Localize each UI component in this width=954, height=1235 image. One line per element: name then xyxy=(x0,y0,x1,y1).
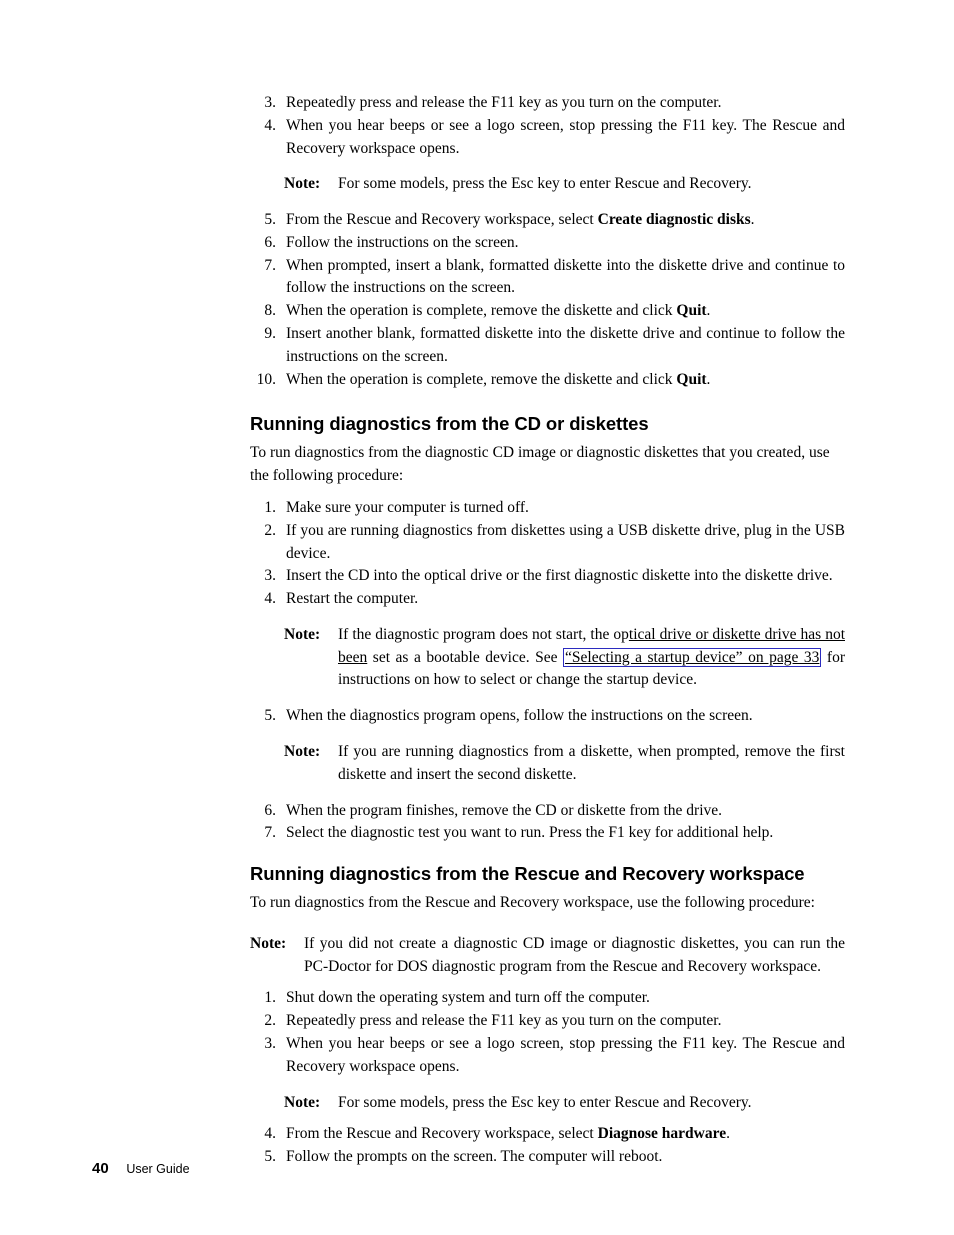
note-label: Note: xyxy=(250,934,287,952)
highlighted-phrase: tical drive or diskette drive has not been xyxy=(338,625,845,666)
spacer xyxy=(250,391,845,413)
note-pc-doctor xyxy=(250,933,845,979)
section-heading-cd: Running diagnostics from the CD or diskettes xyxy=(250,413,649,435)
text-pre: From the Rescue and Recovery workspace, select xyxy=(286,1125,598,1143)
spacer xyxy=(250,915,845,933)
list-item-number: 4. xyxy=(264,590,276,608)
list-item-text: When you hear beeps or see a logo screen, stop pressing the F11 key. The Rescue and Recovery workspace opens. xyxy=(286,1035,845,1075)
list-item xyxy=(250,800,845,823)
list-item xyxy=(250,1146,845,1169)
list-item-number: 3. xyxy=(264,567,276,585)
note-label: Note: xyxy=(284,1093,321,1111)
list-item-text: Follow the prompts on the screen. The computer will reboot. xyxy=(286,1148,663,1166)
list-item xyxy=(250,115,845,161)
list-item-number: 5. xyxy=(264,1148,276,1166)
note-startup-device xyxy=(284,624,845,692)
list-item-text: Insert another blank, formatted diskette into the diskette drive and continue to follow the instructions on the screen. xyxy=(286,325,845,365)
note-esc-key xyxy=(284,173,845,196)
list-item xyxy=(250,323,845,369)
page-footer xyxy=(92,1160,190,1177)
text-post: . xyxy=(706,370,711,388)
bold-term: Create diagnostic disks xyxy=(597,211,751,229)
list-item-text: When prompted, insert a blank, formatted diskette into the diskette drive and continue to follow the instructions on the screen. xyxy=(286,256,845,297)
spacer xyxy=(250,845,845,863)
list-item-text xyxy=(286,209,845,232)
note-text xyxy=(338,624,845,692)
list-item xyxy=(250,255,845,301)
list-item-text: Insert the CD into the optical drive or the first diagnostic diskette into the diskette drive. xyxy=(286,567,833,585)
text-post: . xyxy=(750,211,755,229)
list-item xyxy=(250,300,845,323)
bold-term: Quit xyxy=(676,370,707,388)
rescue-recovery-procedure-list xyxy=(250,987,845,1078)
spacer xyxy=(250,435,845,442)
bold-term: Diagnose hardware xyxy=(597,1125,727,1143)
list-item-number: 8. xyxy=(264,302,276,320)
page-number: 40 xyxy=(92,1160,109,1177)
list-item xyxy=(250,1010,845,1033)
note-text: If you did not create a diagnostic CD image or diagnostic diskettes, you can run the PC-Doctor for DOS diagnostic program from the Rescue and Recovery workspace. xyxy=(304,934,845,975)
list-item-number: 7. xyxy=(264,824,276,842)
list-item-text: Repeatedly press and release the F11 key as you turn on the computer. xyxy=(286,94,722,111)
list-item xyxy=(250,497,845,520)
list-item-number: 6. xyxy=(264,233,276,251)
list-item-number: 2. xyxy=(264,521,276,539)
list-item-number: 2. xyxy=(264,1012,276,1030)
spacer xyxy=(250,611,845,624)
list-item-number: 6. xyxy=(264,801,276,819)
spacer xyxy=(250,1114,845,1123)
list-item-text: Make sure your computer is turned off. xyxy=(286,498,529,516)
spacer xyxy=(250,885,845,892)
section-heading-rescue-recovery: Running diagnostics from the Rescue and Recovery workspace xyxy=(250,863,805,885)
cross-reference-link[interactable]: “Selecting a startup device” on page 33 xyxy=(565,648,820,666)
spacer xyxy=(250,787,845,800)
list-item-text xyxy=(286,369,845,392)
list-item xyxy=(250,92,845,115)
note-esc-key-2 xyxy=(284,1092,845,1115)
list-item-number: 3. xyxy=(264,1035,276,1052)
spacer xyxy=(250,160,845,173)
list-item-number: 4. xyxy=(264,1125,276,1143)
list-item-text: Restart the computer. xyxy=(286,590,419,608)
top-procedure-list xyxy=(250,92,845,391)
note-text: For some models, press the Esc key to enter Rescue and Recovery. xyxy=(338,1093,752,1111)
list-item xyxy=(250,588,845,611)
note-label: Note: xyxy=(284,625,321,643)
note-label: Note: xyxy=(284,742,321,760)
list-item xyxy=(250,705,845,728)
section-intro-cd: To run diagnostics from the diagnostic CD image or diagnostic diskettes that you created, use the following procedure: xyxy=(250,444,830,485)
text-pre: From the Rescue and Recovery workspace, select xyxy=(286,211,598,229)
text-post: . xyxy=(726,1125,730,1143)
spacer xyxy=(250,978,845,987)
list-item xyxy=(250,1033,845,1079)
note-text: For some models, press the Esc key to enter Rescue and Recovery. xyxy=(338,175,752,193)
list-item-number: 7. xyxy=(264,256,276,274)
spacer xyxy=(250,728,845,741)
rescue-recovery-procedure-list-tail xyxy=(250,1123,845,1169)
list-item-text: When the diagnostics program opens, follow the instructions on the screen. xyxy=(286,707,753,725)
list-item-text xyxy=(286,1123,845,1146)
note-text-post: for instructions on how to select or change the startup device. xyxy=(338,648,845,689)
list-item-text: Select the diagnostic test you want to run. Press the F1 key for additional help. xyxy=(286,824,774,842)
list-item xyxy=(250,565,845,588)
list-item-number: 1. xyxy=(264,989,276,1007)
list-item-number: 1. xyxy=(264,498,276,516)
spacer xyxy=(250,692,845,705)
list-item xyxy=(250,369,845,392)
note-diskette-swap xyxy=(284,741,845,787)
list-item xyxy=(250,822,845,845)
cd-procedure-list-tail xyxy=(250,800,845,846)
list-item xyxy=(250,232,845,255)
list-item xyxy=(250,987,845,1010)
list-item-text: When you hear beeps or see a logo screen, stop pressing the F11 key. The Rescue and Recovery workspace opens. xyxy=(286,116,845,157)
footer-label: User Guide xyxy=(126,1162,190,1176)
list-item xyxy=(250,1123,845,1146)
section-intro-rescue-recovery: To run diagnostics from the Rescue and Recovery workspace, use the following procedure: xyxy=(250,894,815,912)
note-text-mid: set as a bootable device. See xyxy=(367,648,564,666)
list-item-text: Repeatedly press and release the F11 key as you turn on the computer. xyxy=(286,1012,722,1030)
list-item-text: When the program finishes, remove the CD or diskette from the drive. xyxy=(286,801,723,819)
list-item-number: 5. xyxy=(264,211,276,229)
list-item-number: 10. xyxy=(256,370,276,388)
text-pre: When the operation is complete, remove the diskette and click xyxy=(286,302,677,320)
note-label: Note: xyxy=(284,175,321,193)
list-item-number: 3. xyxy=(264,94,276,111)
list-item-text: Shut down the operating system and turn off the computer. xyxy=(286,989,650,1007)
list-item-text: If you are running diagnostics from diskettes using a USB diskette drive, plug in the USB device. xyxy=(286,521,845,562)
list-item-text xyxy=(286,300,845,323)
list-item-number: 9. xyxy=(264,325,276,343)
list-item xyxy=(250,520,845,566)
text-post: . xyxy=(706,302,711,320)
spacer xyxy=(250,488,845,497)
text-pre: When the operation is complete, remove the diskette and click xyxy=(286,370,677,388)
note-text-pre: If the diagnostic program does not start, the op xyxy=(338,625,629,643)
spacer xyxy=(250,1079,845,1092)
bold-term: Quit xyxy=(676,302,707,320)
list-item xyxy=(250,209,845,232)
list-item-number: 5. xyxy=(264,707,276,725)
cd-procedure-list xyxy=(250,497,845,611)
page-content xyxy=(250,92,845,1169)
list-item-text: Follow the instructions on the screen. xyxy=(286,233,519,251)
list-item-number: 4. xyxy=(264,116,276,134)
spacer xyxy=(250,196,845,209)
note-text: If you are running diagnostics from a diskette, when prompted, remove the first diskette and insert the second diskette. xyxy=(338,742,845,783)
